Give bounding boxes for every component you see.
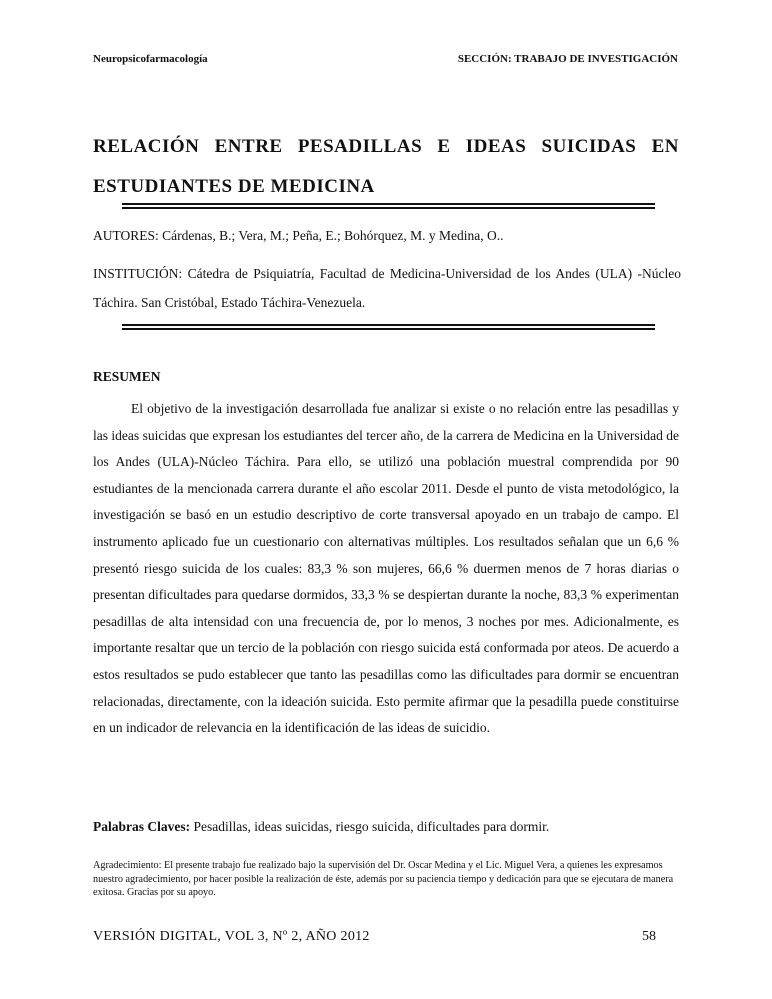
page-number: 58 (642, 929, 656, 944)
title-divider (122, 203, 655, 209)
institution-divider (122, 324, 655, 330)
edition-footer: VERSIÓN DIGITAL, VOL 3, Nº 2, AÑO 2012 (93, 929, 370, 944)
institution-line: INSTITUCIÓN: Cátedra de Psiquiatría, Facultad de Medicina-Universidad de los Andes (ULA) -Núcleo Táchira. San Cristóbal, Estado Táchira-Venezuela. (93, 266, 681, 310)
abstract-body: El objetivo de la investigación desarrollada fue analizar si existe o no relación entre las pesadillas y las ideas suicidas que expresan los estudiantes del tercer año, de la carrera de Medicina en la Universidad de los Andes (ULA)-Núcleo Táchira. Para ello, se utilizó una población muestral comprendida por 90 estudiantes de la mencionada carrera durante el año escolar 2011. Desde el punto de vista metodológico, la investigación se basó en un estudio descriptivo de corte transversal apoyado en un trabajo de campo. El instrumento aplicado fue un cuestionario con alternativas múltiples. Los resultados señalan que un 6,6 % presentó riesgo suicida de los cuales: 83,3 % son mujeres, 66,6 % duermen menos de 7 horas diarias o presentan dificultades para quedarse dormidos, 33,3 % se despiertan durante la noche, 83,3 % experimentan pesadillas de alta intensidad con una frecuencia de, por lo menos, 3 noches por mes. Adicionalmente, es importante resaltar que un tercio de la población con riesgo suicida está conformada por ateos. De acuerdo a estos resultados se pudo establecer que tanto las pesadillas como las dificultades para dormir se encuentran relacionadas, directamente, con la ideación suicida. Esto permite afirmar que la pesadilla puede constituirse en un indicador de relevancia en la identificación de las ideas de suicidio. (93, 401, 679, 736)
paper-title: RELACIÓN ENTRE PESADILLAS E IDEAS SUICIDAS EN ESTUDIANTES DE MEDICINA (93, 136, 679, 197)
section-label: SECCIÓN: TRABAJO DE INVESTIGACIÓN (457, 53, 678, 65)
journal-name: Neuropsicofarmacología (93, 53, 208, 65)
keywords-label: Palabras Claves: (93, 819, 191, 834)
authors-line: AUTORES: Cárdenas, B.; Vera, M.; Peña, E.; Bohórquez, M. y Medina, O.. (93, 228, 504, 243)
abstract-heading: RESUMEN (93, 369, 161, 384)
keywords-line (93, 819, 549, 835)
acknowledgment-note: Agradecimiento: El presente trabajo fue realizado bajo la supervisión del Dr. Oscar Medina y el Lic. Miguel Vera, a quienes les expresamos nuestro agradecimiento, por hacer posible la realización de éste, además por su paciencia tiempo y dedicación para que se ejecutara de manera exitosa. Gracias por su apoyo. (93, 860, 674, 898)
keywords-text: Pesadillas, ideas suicidas, riesgo suicida, dificultades para dormir. (193, 819, 550, 834)
